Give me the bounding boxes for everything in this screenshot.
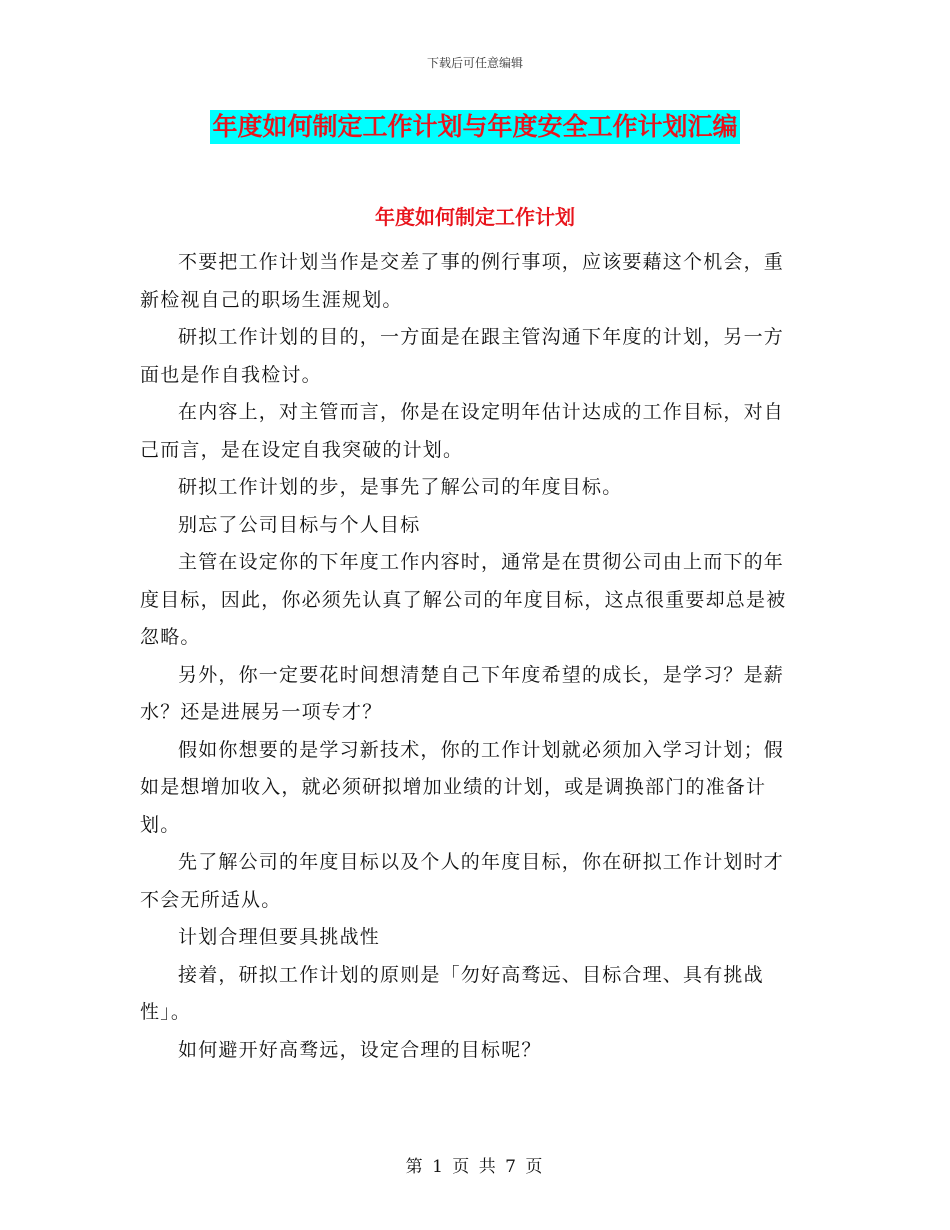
paragraph: 不要把工作计划当作是交差了事的例行事项，应该要藉这个机会，重新检视自己的职场生涯规划。 (140, 251, 785, 311)
header-note: 下载后可任意编辑 (426, 56, 523, 70)
paragraph: 另外，你一定要花时间想清楚自己下年度希望的成长，是学习？是薪水？还是进展另一项专才？ (140, 663, 785, 723)
page-footer: 第 1 页 共 7 页 (405, 1157, 545, 1177)
document-title: 年度如何制定工作计划与年度安全工作计划汇编 (210, 110, 739, 144)
paragraph: 接着，研拟工作计划的原则是「勿好高骛远、目标合理、具有挑战性」。 (140, 963, 764, 1023)
paragraph: 研拟工作计划的目的，一方面是在跟主管沟通下年度的计划，另一方面也是作自我检讨。 (140, 326, 785, 386)
paragraph: 假如你想要的是学习新技术，你的工作计划就必须加入学习计划；假如是想增加收入，就必须研拟增加业绩的计划，或是调换部门的准备计划。 (140, 738, 785, 836)
paragraph: 如何避开好高骛远，设定合理的目标呢？ (178, 1038, 542, 1061)
paragraph: 在内容上，对主管而言，你是在设定明年估计达成的工作目标，对自己而言，是在设定自我突破的计划。 (140, 401, 785, 461)
paragraph: 先了解公司的年度目标以及个人的年度目标，你在研拟工作计划时才不会无所适从。 (140, 851, 785, 911)
subheading: 计划合理但要具挑战性 (178, 926, 381, 948)
subheading: 别忘了公司目标与个人目标 (178, 513, 421, 536)
paragraph: 研拟工作计划的步，是事先了解公司的年度目标。 (178, 476, 623, 498)
paragraph: 主管在设定你的下年度工作内容时，通常是在贯彻公司由上而下的年度目标，因此，你必须先认真了解公司的年度目标，这点很重要却总是被忽略。 (140, 551, 787, 648)
body-text (140, 244, 800, 1069)
document-title-container (0, 110, 950, 144)
section-title: 年度如何制定工作计划 (375, 205, 575, 229)
